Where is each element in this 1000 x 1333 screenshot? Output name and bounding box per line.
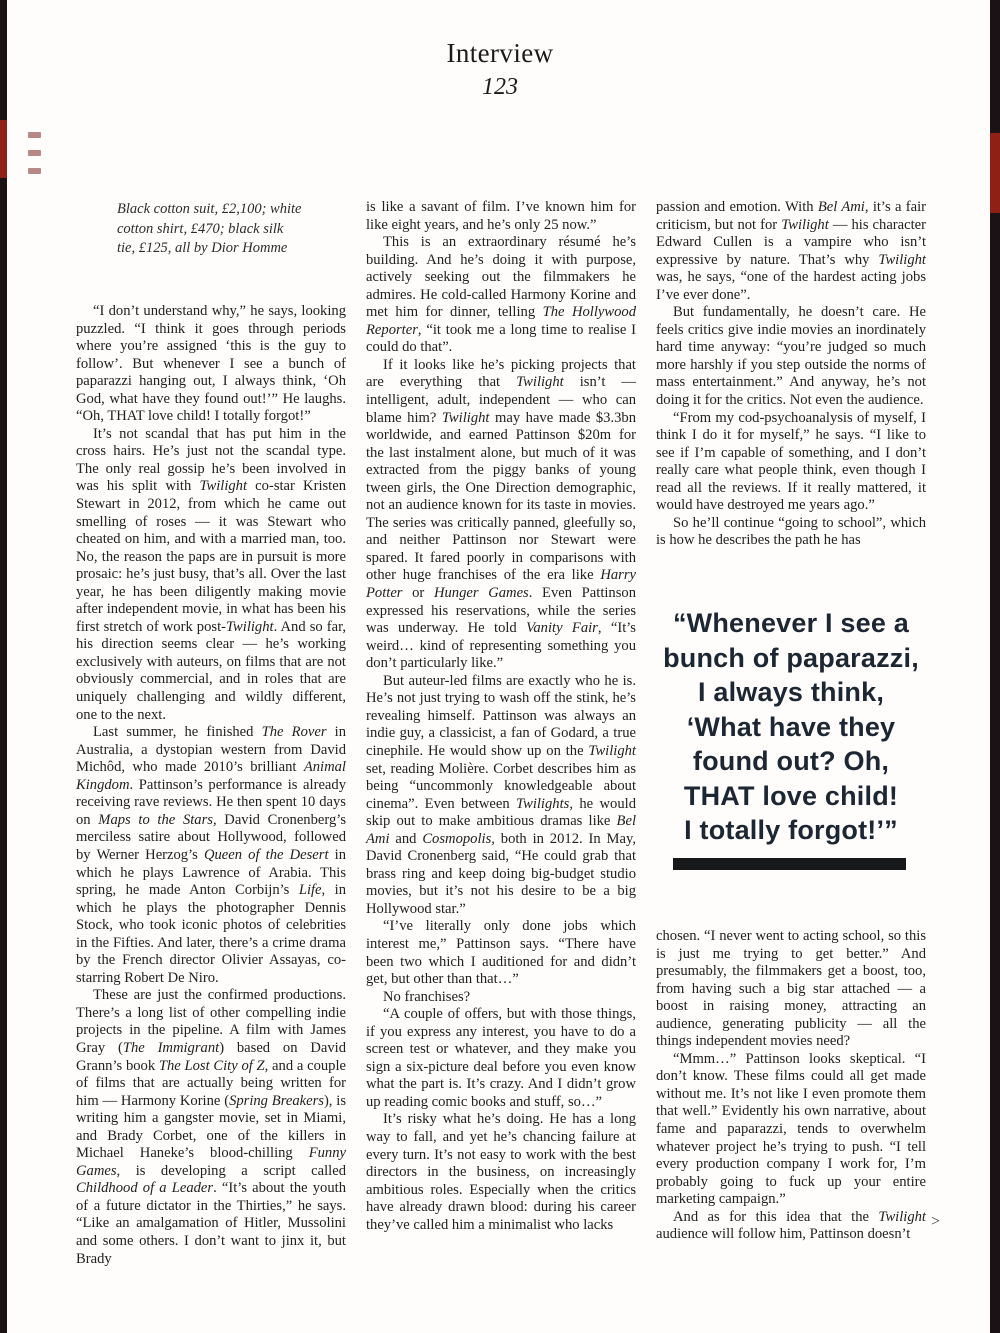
paragraph: So he’ll continue “going to school”, which is how he describes the path he has — [656, 514, 926, 549]
scan-bleed-mark — [28, 150, 41, 156]
pull-quote-underline-bar — [673, 858, 906, 870]
article-column-2 — [366, 199, 636, 1234]
paragraph: No franchises? — [383, 988, 471, 1005]
paragraph: These are just the confirmed productions. There’s a long list of other compelling indie projects in the pipeline. A film with James Gray (The Immigrant) based on David Grann’s book The Lost City of Z, and a couple of films that are actually being written for him — Harmony Korine (Spring Breakers), is writing him a gangster movie, set in Miami, and Brady Corbet, one of the killers in Michael Haneke’s blood-chilling Funny Games, is developing a script called Childhood of a Leader. “It’s about the youth of a future dictator in the Thirties,” he says. “Like an amalgamation of Hitler, Mussolini and some others. I don’t want to jinx it, but Brady — [76, 987, 346, 1267]
paragraph: If it looks like he’s picking projects that are everything that Twilight isn’t — intelligent, adult, independent — who can blame him? Twilight may have made $3.3bn worldwide, and earned Pattinson $20m for the last instalment alone, but much of it was extracted from the piggy banks of young tween girls, the One Direction demographic, not an audience known for its taste in movies. The series was critically panned, gleefully so, and neither Pattinson nor Stewart were spared. It fared poorly in comparisons with other huge franchises of the era like Harry Potter or Hunger Games. Even Pattinson expressed his reservations, while the series was underway. He told Vanity Fair, “It’s weird… kind of representing something you don’t particularly like.” — [366, 356, 636, 672]
paragraph: But auteur-led films are exactly who he is. He’s not just trying to wash off the stink, he’s revealing himself. Pattinson was always an indie guy, a classicist, a fan of Godard, a true cinephile. He would show up on the Twilight set, reading Molière. Corbet describes him as being “uncommonly knowledgeable about cinema”. Even between Twilights, he would skip out to make ambitious dramas like Bel Ami and Cosmopolis, both in 2012. In May, David Cronenberg said, “He could grab that brass ring and keep doing big-budget studio movies, but it’s not his desire to be a big Hollywood star.” — [366, 672, 636, 917]
paragraph: “A couple of offers, but with those things, if you express any interest, you have to do a screen test or whatever, and they make you sign a six-picture deal before you even know what the part is. It’s crazy. And I didn’t grow up reading comic books and stuff, so…” — [366, 1006, 636, 1110]
left-gutter-red-segment — [0, 120, 7, 178]
scan-bleed-mark — [28, 168, 41, 174]
paragraph: Last summer, he finished The Rover in Australia, a dystopian western from David Michôd, who made 2010’s brilliant Animal Kingdom. Pattinson’s performance is already receiving rave reviews. He then spent 10 days on Maps to the Stars, David Cronenberg’s merciless satire about Hollywood, followed by Werner Herzog’s Queen of the Desert in which he plays Lawrence of Arabia. This spring, he made Anton Corbijn’s Life, in which he plays the photographer Dennis Stock, who took iconic photos of celebrities in the Fifties. And later, there’s a crime drama by the French director Olivier Assayas, co-starring Robert De Niro. — [76, 724, 347, 986]
section-title: Interview — [446, 38, 554, 68]
paragraph: passion and emotion. With Bel Ami, it’s a fair criticism, but not for Twilight — his character Edward Cullen is a vampire who isn’t expressive by nature. That’s why Twilight was, he says, “one of the hardest acting jobs I’ve ever done”. — [656, 199, 927, 303]
page-number: 123 — [482, 74, 518, 100]
left-gutter-bar — [0, 0, 7, 1333]
paragraph: But fundamentally, he doesn’t care. He feels critics give indie movies an inordinately hard time anyway: “you’re judged so much more harshly if you step outside the norms of mass entertainment.” And anyway, he’s not doing it for the critics. Not even the audience. — [656, 304, 926, 409]
paragraph: This is an extraordinary résumé he’s building. And he’s doing it with purpose, actively seeking out the filmmakers he admires. He cold-called Harmony Korine and met him for dinner, telling The Hollywood Reporter, “it took me a long time to realise I could do that”. — [366, 234, 637, 356]
article-column-3-upper — [656, 199, 926, 550]
paragraph: “Mmm…” Pattinson looks skeptical. “I don’t know. These films could all get made without me. It’s not like I even promote them that well.” Evidently his own narrative, about fame and paparazzi, tends to overwhelm whatever project he’s trying to push. “I tell every production company I work for, I’m probably going to fuck up your entire marketing campaign.” — [656, 1050, 926, 1208]
paragraph: is like a savant of film. I’ve known him for like eight years, and he’s only 25 now.” — [366, 199, 636, 233]
paragraph: “From my cod-psychoanalysis of myself, I think I do it for myself,” he says. “I like to see if I’m capable of something, and I don’t really care what people think, even though I read all the reviews. If it really mattered, it would have destroyed me years ago.” — [656, 409, 926, 514]
right-gutter-red-segment — [990, 133, 1000, 213]
article-column-1 — [76, 303, 346, 1268]
right-gutter-bar — [990, 0, 1000, 1333]
paragraph: It’s risky what he’s doing. He has a long way to fall, and yet he’s chancing failure at every turn. It’s not easy to work with the best directors in the business, on increasingly ambitious roles. Especially when the critics have already drawn blood: during his career they’ve called him a minimalist who lacks — [366, 1111, 636, 1233]
scan-bleed-mark — [28, 132, 41, 138]
continued-arrow: > — [931, 1213, 941, 1230]
article-column-3-lower — [656, 928, 926, 1244]
paragraph: “I’ve literally only done jobs which interest me,” Pattinson says. “There have been two which I auditioned for and didn’t get, but other than that…” — [366, 918, 636, 988]
paragraph: It’s not scandal that has put him in the cross hairs. He’s just not the scandal type. The only real gossip he’s been involved in was his split with Twilight co-star Kristen Stewart in 2012, from which he came out smelling of roses — it was Stewart who cheated on him, and with a married man, too. No, the reason the paps are in pursuit is more prosaic: he’s just busy, that’s all. Over the last year, he has been diligently making movie after independent movie, in what has been his first stretch of work post-Twilight. And so far, his direction seems clear — he’s working exclusively with auteurs, on films that are not obviously commercial, and in roles that are uniquely challenging and wildly different, one to the next. — [76, 425, 347, 723]
photo-credit-caption: Black cotton suit, £2,100; white cotton shirt, £470; black silk tie, £125, all by Dior Homme — [117, 201, 302, 256]
paragraph: And as for this idea that the Twilight audience will follow him, Pattinson doesn’t — [656, 1208, 926, 1243]
pull-quote: “Whenever I see a bunch of paparazzi, I always think, ‘What have they found out? Oh, THAT love child! I totally forgot!’” — [663, 608, 919, 845]
paragraph: “I don’t understand why,” he says, looking puzzled. “I think it goes through periods where you’re assigned ‘this is the guy to follow’. But whenever I see a bunch of paparazzi hanging out, I always think, ‘Oh God, what have they found out!’” He laughs. “Oh, THAT love child! I totally forgot!” — [76, 303, 346, 425]
paragraph: chosen. “I never went to acting school, so this is just me trying to get better.” And presumably, the filmmakers get a boost, too, from having such a big star attached — a boost in raising money, attracting an audience, generating publicity — all the things independent movies need? — [656, 928, 926, 1050]
page-header — [0, 38, 1000, 101]
